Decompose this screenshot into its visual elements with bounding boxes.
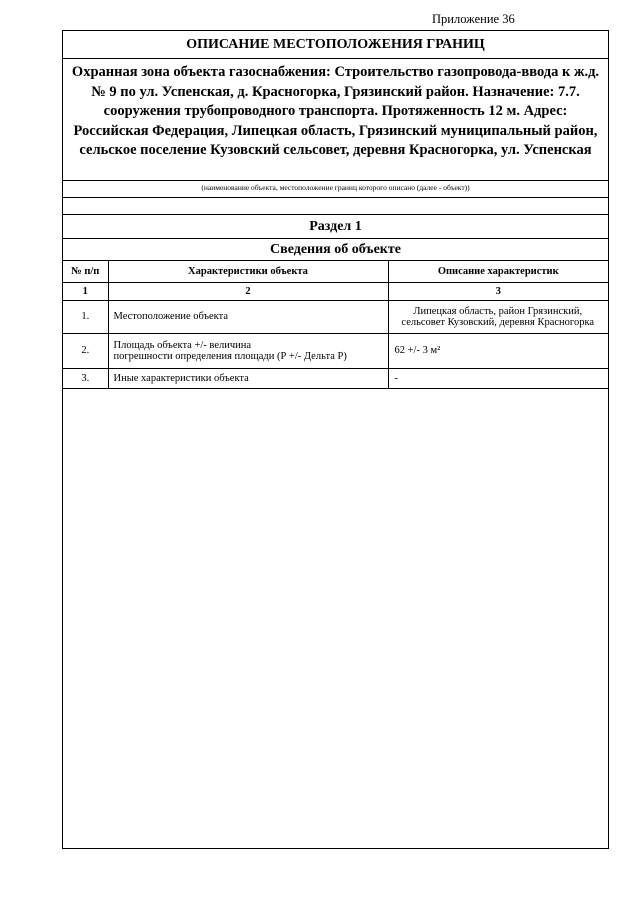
row-description-line: Липецкая область, район Грязинский, (413, 305, 583, 317)
row-characteristic-line: погрешности определения площади (Р +/- Дельта Р) (113, 350, 347, 362)
row-description (388, 300, 608, 333)
subsection-heading: Сведения об объекте (63, 239, 608, 261)
column-number: 1 (63, 282, 108, 300)
document-title: ОПИСАНИЕ МЕСТОПОЛОЖЕНИЯ ГРАНИЦ (63, 31, 608, 59)
appendix-label: Приложение 36 (432, 12, 515, 26)
row-characteristic-line: Площадь объекта +/- величина (113, 339, 252, 351)
document-frame (62, 30, 609, 849)
object-name-note: (наименование объекта, местоположение границ которого описано (далее - объект)) (63, 181, 608, 198)
header-characteristic: Характеристики объекта (108, 261, 388, 282)
spacer (63, 198, 608, 215)
table-row (63, 333, 608, 368)
row-characteristic: Иные характеристики объекта (108, 368, 388, 388)
section-heading: Раздел 1 (63, 215, 608, 239)
row-number: 2. (63, 333, 108, 368)
row-description: 62 +/- 3 м² (388, 333, 608, 368)
row-description-line: сельсовет Кузовский, деревня Красногорка (401, 316, 595, 328)
row-number: 3. (63, 368, 108, 388)
column-number: 3 (388, 282, 608, 300)
header-description: Описание характеристик (388, 261, 608, 282)
column-number: 2 (108, 282, 388, 300)
row-description: - (388, 368, 608, 388)
row-number: 1. (63, 300, 108, 333)
object-info-table (63, 261, 608, 389)
row-characteristic: Местоположение объекта (108, 300, 388, 333)
header-number: № п/п (63, 261, 108, 282)
row-characteristic (108, 333, 388, 368)
column-number-row (63, 282, 608, 300)
table-row (63, 300, 608, 333)
table-row (63, 368, 608, 388)
object-name-line: Российская Федерация, Липецкая область, Грязинский муниципальный район, (73, 122, 598, 139)
object-name-line: № 9 по ул. Успенская, д. Красногорка, Грязинский район. Назначение: 7.7. (91, 83, 580, 100)
object-name-line: сельское поселение Кузовский сельсовет, деревня Красногорка, ул. Успенская (79, 142, 592, 158)
object-name-line: Охранная зона объекта газоснабжения: Строительство газопровода-ввода к ж.д. (71, 64, 600, 80)
table-header-row (63, 261, 608, 282)
object-name (63, 59, 608, 176)
object-name-line: сооружения трубопроводного транспорта. Протяженность 12 м. Адрес: (103, 103, 568, 119)
